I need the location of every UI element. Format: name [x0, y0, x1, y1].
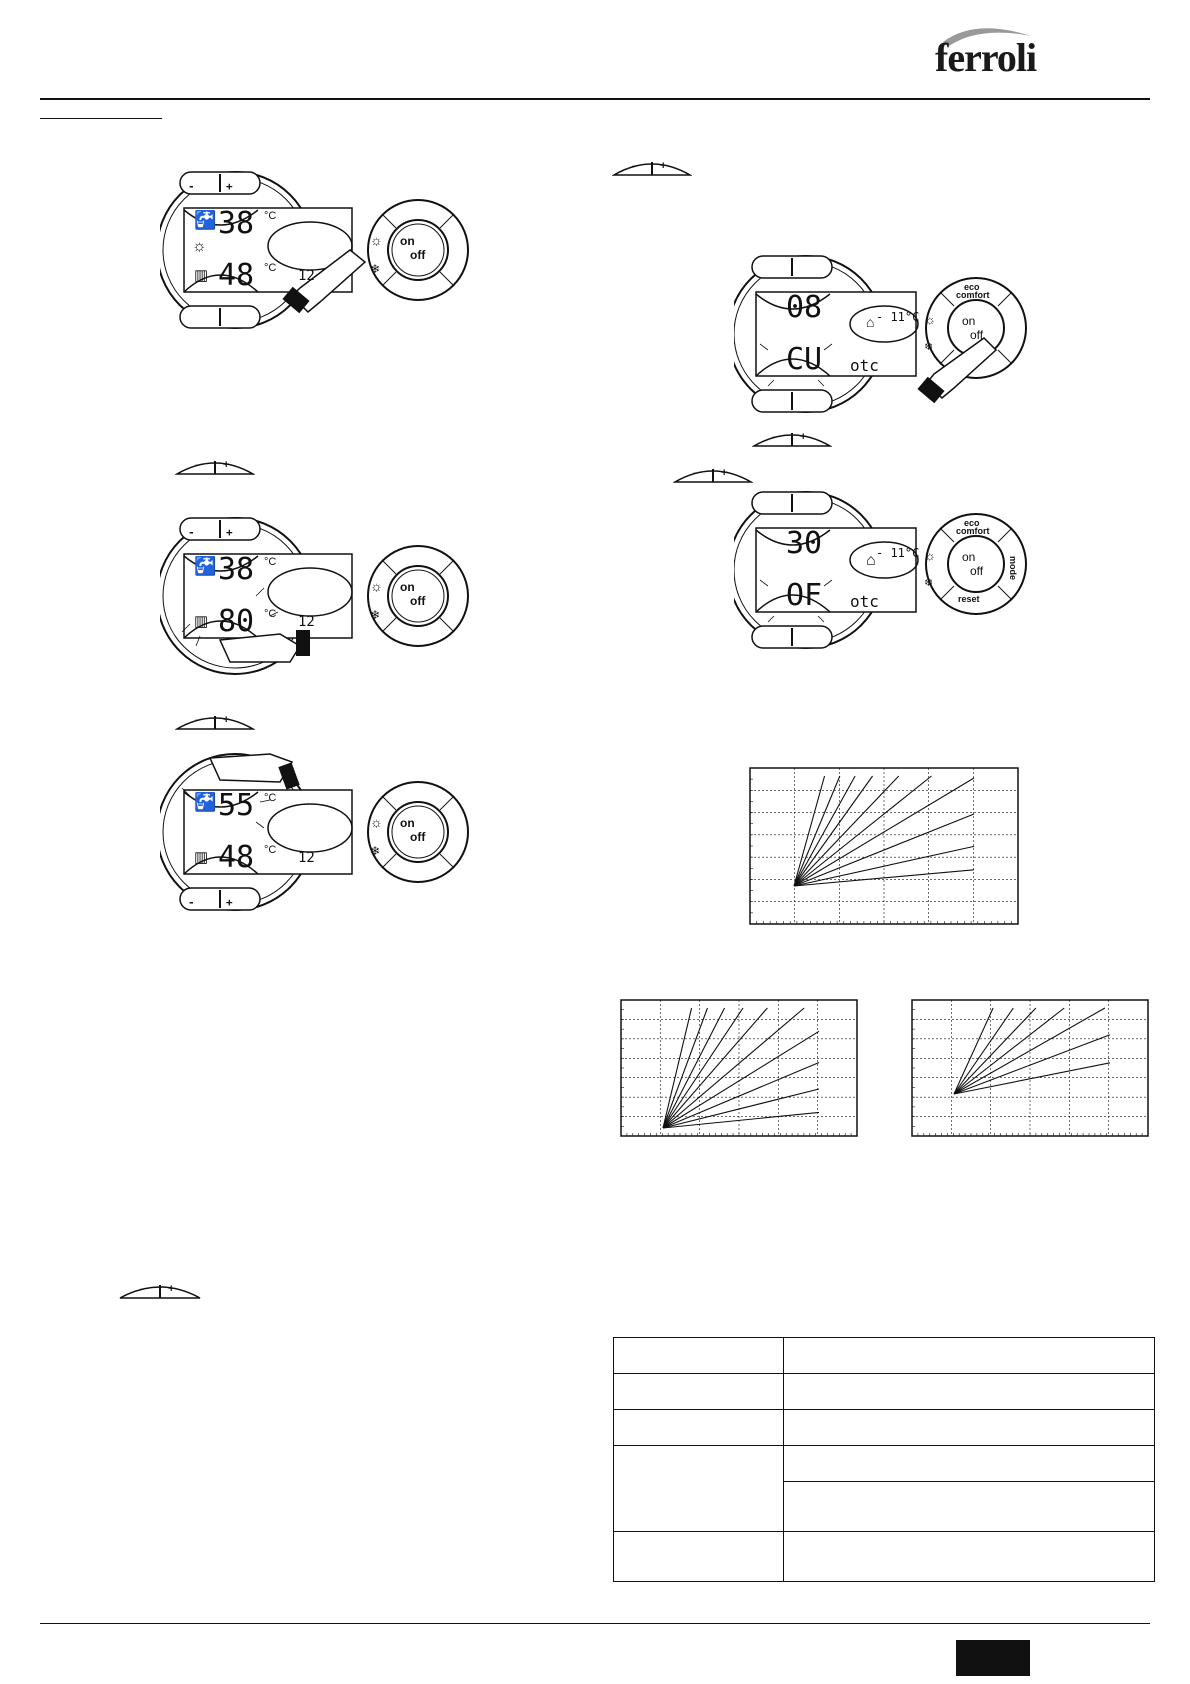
sun-icon: ☼ — [370, 232, 383, 248]
dhw-unit: °C — [264, 210, 277, 222]
heating-curve-chart-low — [619, 998, 859, 1138]
dhw-unit: °C — [264, 792, 277, 804]
section-underline — [40, 118, 162, 119]
snowflake-icon: ❄ — [370, 844, 381, 858]
status-code: 12 — [298, 614, 315, 630]
control-panel-1 — [160, 170, 470, 335]
radiator-icon: ▥ — [194, 613, 209, 630]
rocker-button[interactable] — [752, 430, 832, 453]
tap-icon: 🚰 — [194, 792, 217, 812]
header-rule — [40, 98, 1150, 100]
rocker-minus[interactable]: - — [195, 459, 199, 471]
parameter-code: CU — [786, 342, 823, 377]
status-code: 12 — [298, 268, 315, 284]
house-icon: ⌂ — [866, 552, 876, 569]
mode-label[interactable]: mode — [1008, 556, 1018, 581]
dhw-unit: °C — [264, 556, 277, 568]
table-row — [614, 1338, 1155, 1374]
radiator-icon: ▥ — [194, 849, 209, 866]
control-panel-otc-2 — [734, 490, 1034, 655]
heating-temp: 48 — [218, 840, 255, 875]
dhw-temp: 38 — [218, 552, 255, 587]
tap-icon: 🚰 — [194, 556, 217, 576]
rocker-plus[interactable]: + — [800, 431, 807, 443]
heating-curve-chart-offset — [910, 998, 1150, 1138]
off-label[interactable]: off — [410, 830, 426, 844]
rocker-plus[interactable]: + — [168, 1283, 175, 1295]
settings-table — [613, 1337, 1155, 1582]
sun-icon: ☼ — [924, 548, 936, 563]
otc-label: otc — [850, 356, 879, 375]
radiator-icon: ▥ — [194, 267, 209, 284]
heating-temp: 48 — [218, 258, 255, 293]
off-label[interactable]: off — [410, 248, 426, 262]
rocker-plus[interactable]: + — [223, 459, 230, 471]
rocker-plus[interactable]: + — [721, 467, 728, 479]
table-row — [614, 1374, 1155, 1410]
rocker-button[interactable] — [175, 713, 255, 736]
outdoor-temp: - 11°C — [876, 310, 920, 324]
snowflake-icon: ❄ — [924, 341, 934, 353]
on-label[interactable]: on — [962, 550, 976, 564]
logo-wordmark: ferroli — [935, 35, 1037, 80]
plus-label: + — [226, 180, 233, 193]
on-label[interactable]: on — [400, 234, 415, 248]
table-row — [614, 1410, 1155, 1446]
off-label[interactable]: off — [410, 594, 426, 608]
parameter-value: 30 — [786, 526, 823, 561]
tap-icon: 🚰 — [194, 210, 217, 230]
rocker-plus[interactable]: + — [660, 160, 667, 172]
heating-unit: °C — [264, 262, 277, 274]
snowflake-icon: ❄ — [370, 608, 381, 622]
parameter-value: 08 — [786, 290, 823, 325]
comfort-label[interactable]: comfort — [956, 526, 990, 536]
eco-label[interactable]: eco — [964, 518, 980, 528]
rocker-button[interactable] — [175, 458, 255, 481]
minus-label: - — [188, 896, 195, 909]
footer-rule — [40, 1623, 1150, 1624]
snowflake-icon: ❄ — [924, 577, 934, 589]
rocker-plus[interactable]: + — [223, 714, 230, 726]
rocker-minus[interactable]: - — [140, 1283, 144, 1295]
on-label[interactable]: on — [400, 816, 415, 830]
sun-icon: ☼ — [192, 238, 207, 255]
dhw-temp: 55 — [218, 788, 255, 823]
rocker-minus[interactable]: - — [632, 160, 636, 172]
sun-icon: ☼ — [370, 814, 383, 830]
table-row — [614, 1446, 1155, 1482]
heating-curve-chart — [748, 766, 1020, 926]
control-panel-3 — [160, 752, 470, 917]
rocker-minus[interactable]: - — [195, 714, 199, 726]
plus-label: + — [226, 526, 233, 539]
snowflake-icon: ❄ — [370, 262, 381, 276]
on-label[interactable]: on — [962, 314, 976, 328]
comfort-label[interactable]: comfort — [956, 290, 990, 300]
ferroli-logo — [935, 22, 1055, 78]
outdoor-temp: - 11°C — [876, 546, 920, 560]
sun-icon: ☼ — [370, 578, 383, 594]
status-code: 12 — [298, 850, 315, 866]
eco-label[interactable]: eco — [964, 282, 980, 292]
off-label[interactable]: off — [970, 328, 984, 342]
rocker-button[interactable] — [673, 466, 753, 489]
rocker-minus[interactable]: - — [693, 467, 697, 479]
rocker-minus[interactable]: - — [772, 431, 776, 443]
control-panel-2 — [160, 516, 470, 681]
house-icon: ⌂ — [866, 314, 875, 330]
off-label[interactable]: off — [970, 564, 984, 578]
heating-unit: °C — [264, 844, 277, 856]
heating-temp: 80 — [218, 604, 255, 639]
sun-icon: ☼ — [924, 312, 936, 327]
plus-label: + — [226, 896, 233, 909]
minus-label: - — [188, 526, 195, 539]
reset-label[interactable]: reset — [958, 594, 980, 604]
page-number-box — [956, 1640, 1030, 1676]
control-panel-otc-1 — [734, 254, 1034, 419]
otc-label: otc — [850, 592, 879, 611]
heating-unit: °C — [264, 608, 277, 620]
on-label[interactable]: on — [400, 580, 415, 594]
table-row — [614, 1532, 1155, 1582]
rocker-button[interactable] — [118, 1282, 202, 1305]
minus-label: - — [188, 180, 195, 193]
rocker-button[interactable] — [612, 159, 692, 182]
dhw-temp: 38 — [218, 206, 255, 241]
parameter-code: OF — [786, 578, 823, 613]
